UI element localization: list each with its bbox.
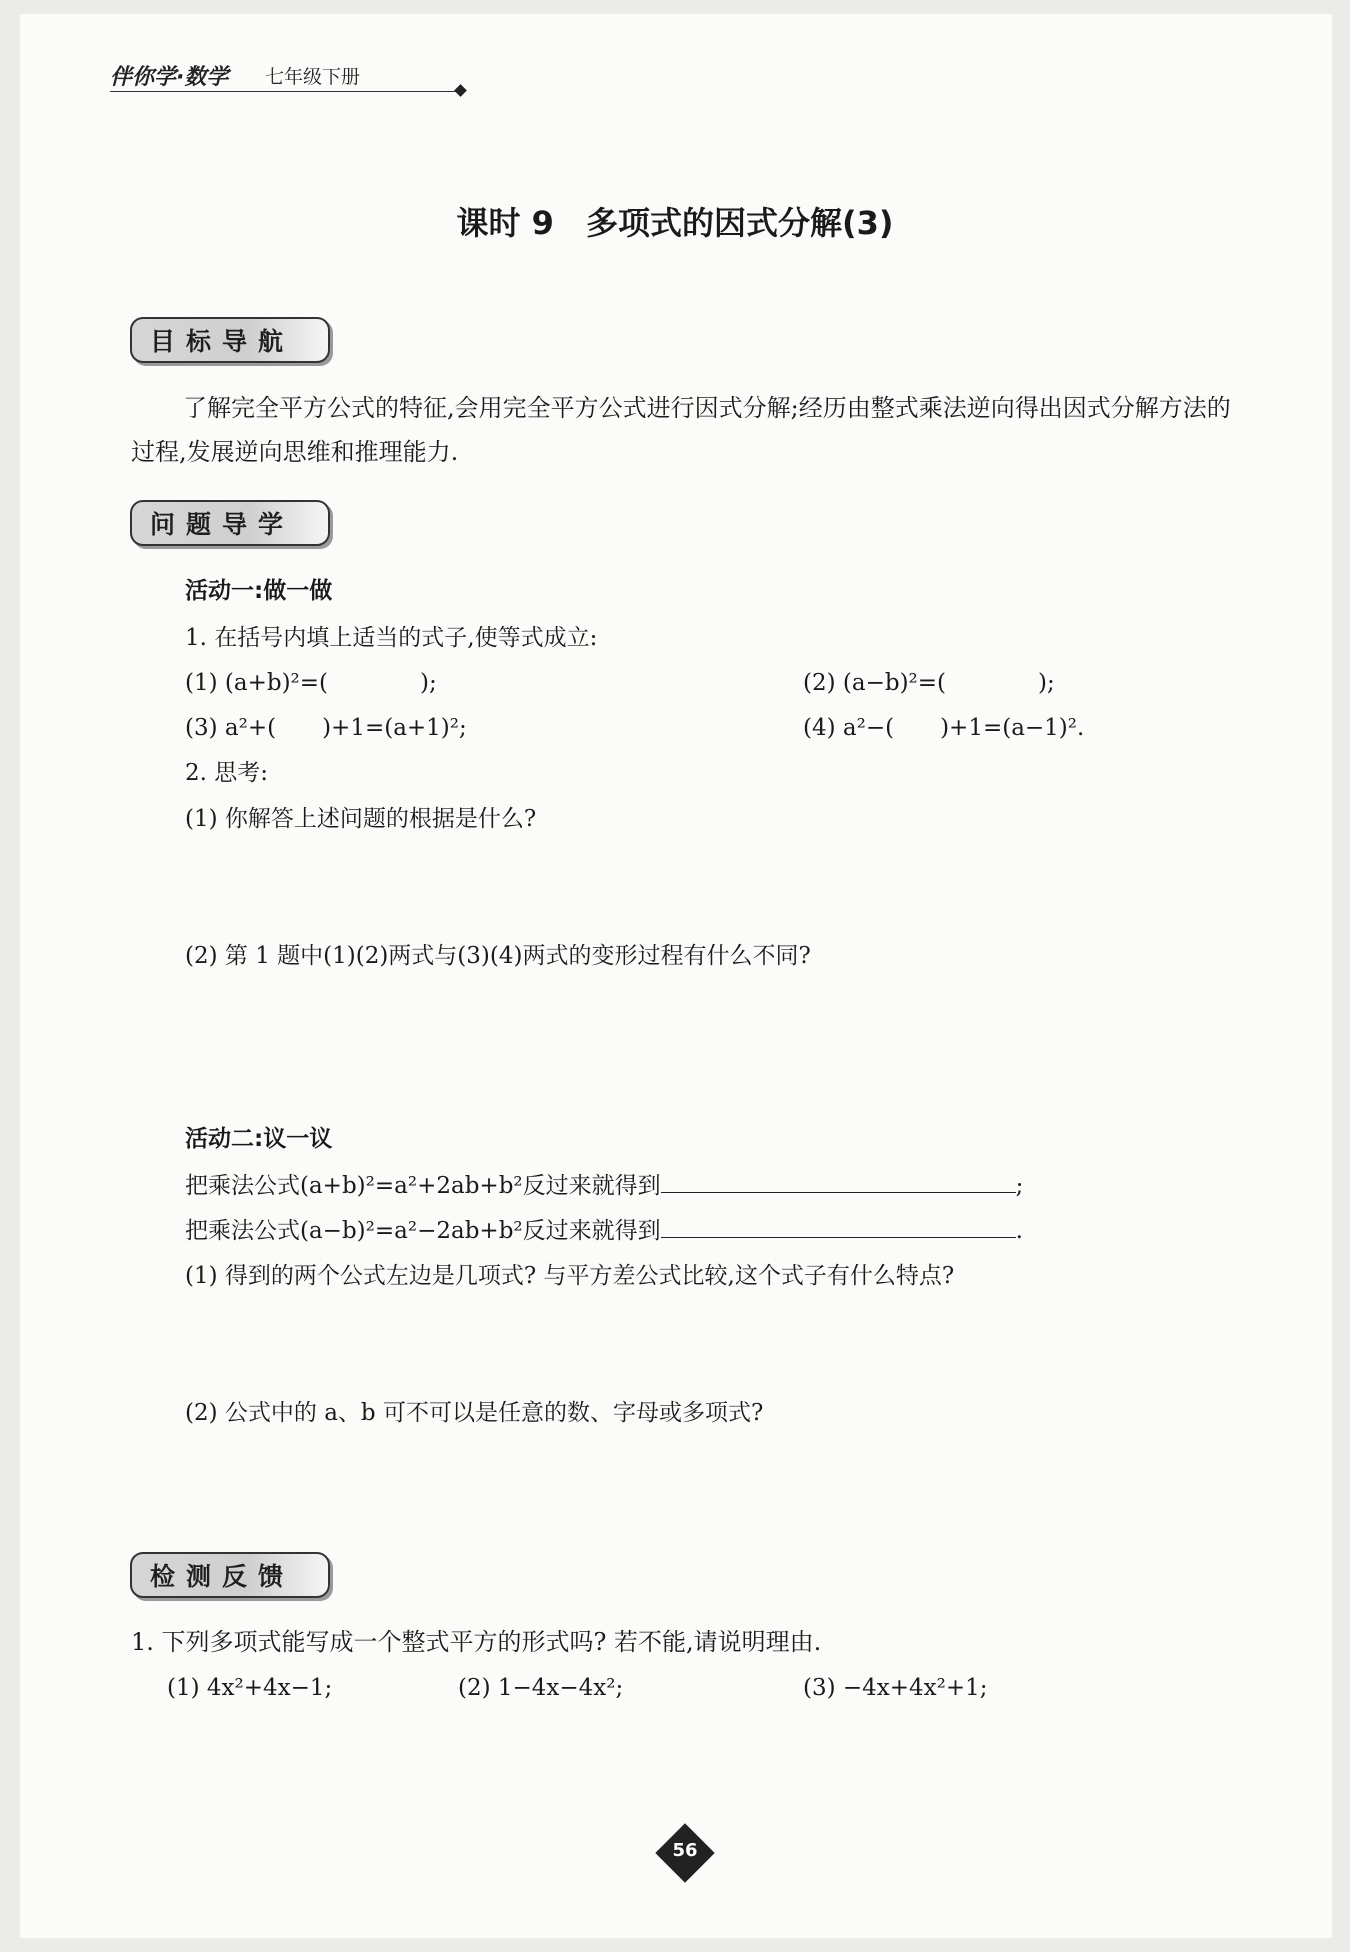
check-item-1: (1) 4x²+4x−1; xyxy=(167,1675,333,1701)
formula-line-1 xyxy=(185,1170,1023,1201)
fill-item-1: (1) (a+b)²=( ); xyxy=(185,670,437,696)
check-item-2: (2) 1−4x−4x²; xyxy=(458,1675,624,1701)
section-badge-check: 检测反馈 xyxy=(130,1552,330,1598)
lesson-title: 课时 9 多项式的因式分解(3) xyxy=(456,204,894,242)
fill-item-3: (3) a²+( )+1=(a+1)²; xyxy=(185,715,467,741)
answer-blank-2[interactable] xyxy=(661,1215,1016,1238)
header-book-title: 伴你学·数学 xyxy=(110,65,229,90)
activity1-question1: 1. 在括号内填上适当的式子,使等式成立: xyxy=(185,625,598,651)
check-item-3: (3) −4x+4x²+1; xyxy=(803,1675,988,1701)
goal-text: 了解完全平方公式的特征,会用完全平方公式进行因式分解;经历由整式乘法逆向得出因式分解方法的过程,发展逆向思维和推理能力. xyxy=(131,394,1231,466)
check-question-1: 1. 下列多项式能写成一个整式平方的形式吗? 若不能,请说明理由. xyxy=(131,1628,822,1656)
think-question-1: (1) 你解答上述问题的根据是什么? xyxy=(185,806,537,832)
activity2-title: 活动二:议一议 xyxy=(185,1126,333,1152)
formula-line-2 xyxy=(185,1215,1023,1246)
formula-line-2-end: . xyxy=(1015,1218,1023,1244)
activity1-title: 活动一:做一做 xyxy=(185,578,333,604)
formula-line-1-text: 把乘法公式(a+b)²=a²+2ab+b²反过来就得到 xyxy=(185,1173,661,1199)
formula-line-1-end: ; xyxy=(1015,1173,1024,1199)
activity1-question2: 2. 思考: xyxy=(185,760,269,786)
answer-blank-1[interactable] xyxy=(661,1170,1016,1193)
think-question-2: (2) 第 1 题中(1)(2)两式与(3)(4)两式的变形过程有什么不同? xyxy=(185,943,811,969)
section-badge-guide: 问题导学 xyxy=(130,500,330,546)
fill-item-4: (4) a²−( )+1=(a−1)². xyxy=(803,715,1085,741)
header-divider xyxy=(110,91,460,92)
fill-item-2: (2) (a−b)²=( ); xyxy=(803,670,1055,696)
activity2-question-2: (2) 公式中的 a、b 可不可以是任意的数、字母或多项式? xyxy=(185,1400,764,1426)
formula-line-2-text: 把乘法公式(a−b)²=a²−2ab+b²反过来就得到 xyxy=(185,1218,661,1244)
activity2-question-1: (1) 得到的两个公式左边是几项式? 与平方差公式比较,这个式子有什么特点? xyxy=(185,1263,955,1289)
page-number: 56 xyxy=(672,1840,698,1861)
header-grade: 七年级下册 xyxy=(265,66,361,88)
section-badge-goal: 目标导航 xyxy=(130,317,330,363)
